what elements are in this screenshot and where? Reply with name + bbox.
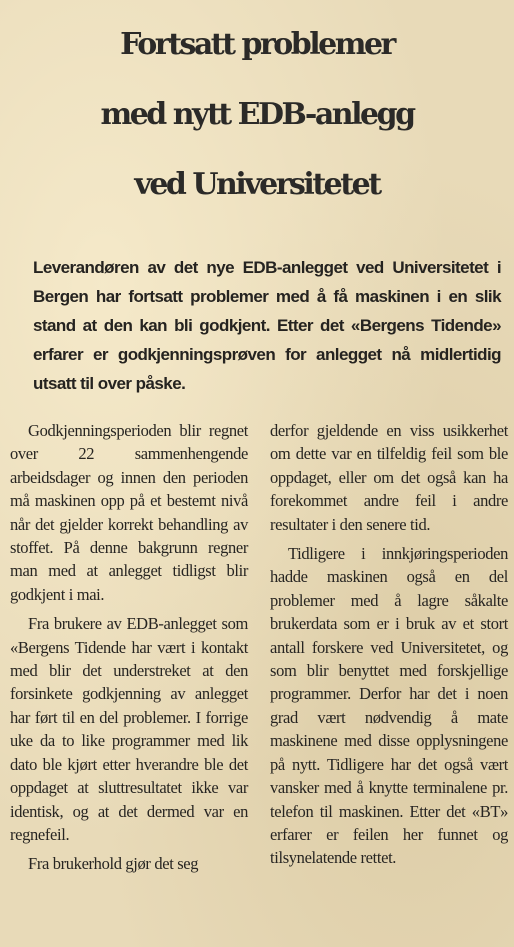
body-paragraph: Godkjenningsperioden blir regnet over 22 sammenhengende arbeidsdager og innen den perioden må maskinen opp på et bestemt nivå når det gjelder korrekt behandling av stoffet. På denne bakgrunn regner man med at anlegget tidligst blir godkjent i mai. [10, 421, 248, 604]
body-paragraph: Tidligere i innkjøringsperioden hadde maskinen også en del problemer med å lagre såkalte brukerdata som er i bruk av et stort antall forskere ved Universitetet, og som blir benyttet med forskjellige programmer. Derfor har det i noen grad vært nødvendig å mate maskinene med disse opplysningene på nytt. Tidligere har det også vært vansker med å knytte terminalene pr. telefon til maskinen. Etter det «BT» erfarer er feilen her funnet og tilsynelatende rettet. [270, 544, 508, 868]
headline-line-2: med nytt EDB-anlegg [100, 97, 414, 132]
body-paragraph: derfor gjeldende en viss usikkerhet om dette var en tilfeldig feil som ble oppdaget, eller om det også kan ha forekommet andre feil i andre resultater i den senere tid. [270, 421, 508, 534]
headline [0, 10, 514, 220]
body-column-right [270, 419, 508, 876]
headline-line-1: Fortsatt problemer [120, 27, 394, 62]
body-column-left [10, 419, 248, 882]
body-paragraph: Fra brukere av EDB-anlegget som «Bergens Tidende har vært i kontakt med blir det understreket at den forsinkete godkjenning av anlegget har ført til en del problemer. I forrige uke da to like programmer med lik dato ble kjørt etter hverandre ble det oppdaget at sluttresultatet ikke var identisk, og at det dermed var en regnefeil. [10, 614, 248, 844]
body-paragraph: Fra brukerhold gjør det seg [28, 854, 199, 874]
lead-paragraph: Leverandøren av det nye EDB-anlegget ved Universitetet i Bergen har fortsatt problemer med å få maskinen i en slik stand at den kan bli godkjent. Etter det «Bergens Tidende» erfarer er godkjenningsprøven for anlegget nå midlertidig utsatt til over påske. [33, 258, 501, 393]
headline-line-3: ved Universitetet [134, 167, 380, 202]
